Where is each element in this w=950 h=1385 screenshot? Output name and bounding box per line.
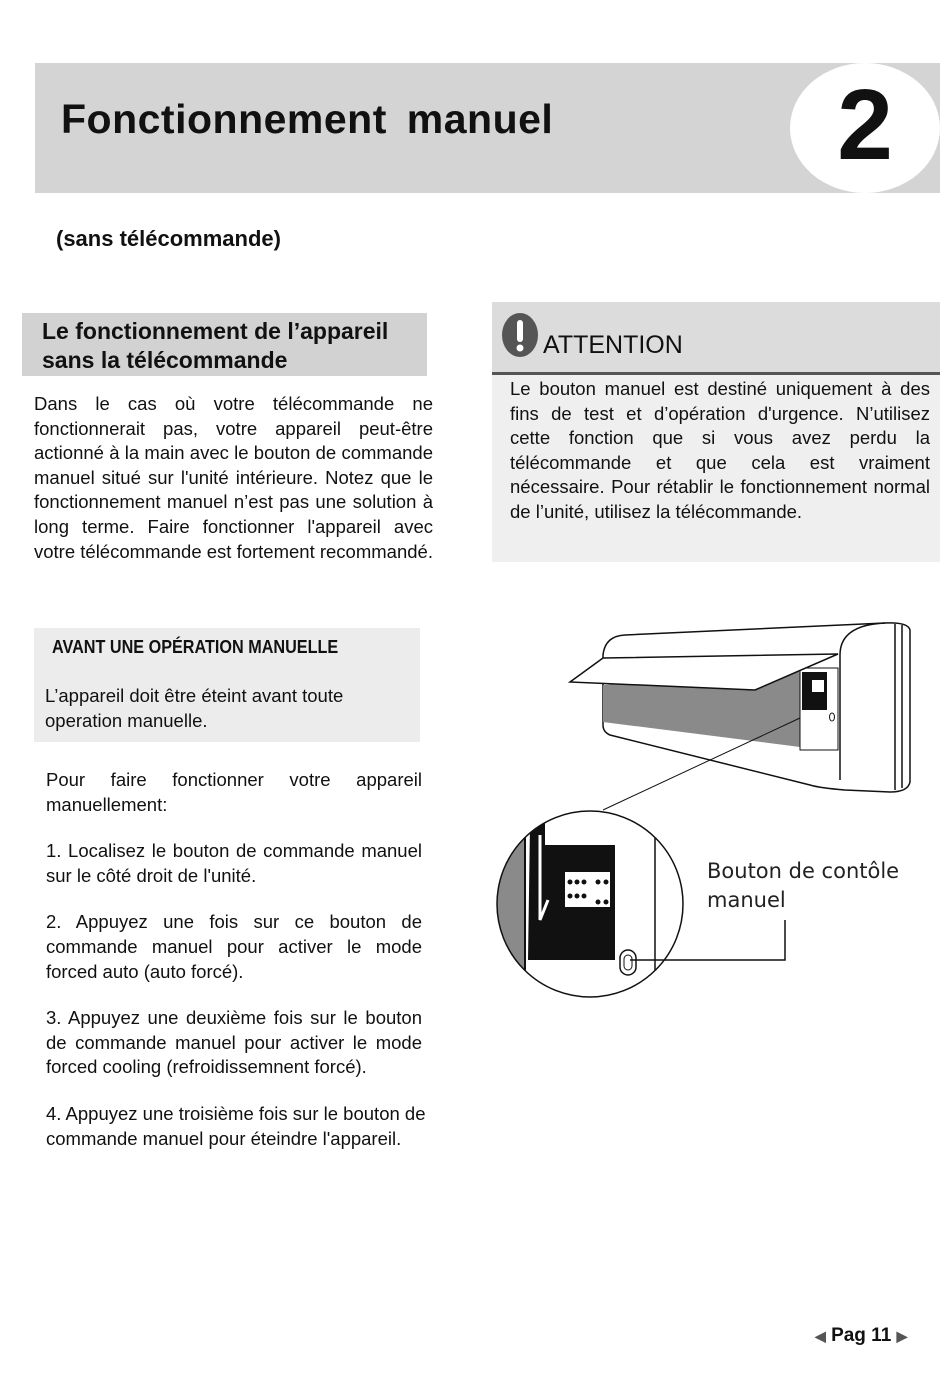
avant-box (34, 628, 420, 742)
section-heading-line1: Le fonctionnement de l’appareil (42, 318, 389, 344)
page-title: Fonctionnement manuel (61, 96, 554, 142)
step-item: 1. Localisez le bouton de commande manuel sur le côté droit de l'unité. (46, 840, 422, 886)
previous-page-icon[interactable]: ◀ (815, 1328, 826, 1344)
step-item: 3. Appuyez une deuxième fois sur le bouton de commande manuel pour activer le mode forced cooling (refroidissemnent forcé). (46, 1007, 422, 1078)
page-footer (815, 1325, 907, 1347)
subtitle: (sans télécommande) (56, 226, 281, 251)
exclamation-icon (501, 312, 539, 358)
illustration-label-line2: manuel (707, 888, 786, 912)
avant-line2: operation manuelle. (45, 709, 208, 731)
avant-text (45, 684, 343, 733)
step-item: 4. Appuyez une troisième fois sur le bouton de commande manuel pour éteindre l'appareil. (46, 1102, 426, 1149)
attention-header (492, 302, 940, 375)
steps-intro: Pour faire fonctionner votre appareil manuellement: (46, 769, 422, 815)
attention-text: Le bouton manuel est destiné uniquement à des fins de test et d’opération d'urgence. N’utilisez cette fonction que si vous avez perdu la télécommande et que cela est vraiment nécessaire. Pour rétablir le fonctionnement normal de l’unité, utilisez la télécommande. (510, 378, 930, 522)
intro-paragraph: Dans le cas où votre télécommande ne fonctionnerait pas, votre appareil peut-être actionné à la main avec le bouton de commande manuel situé sur l'unité intérieure. Notez que le fonctionnement manuel n’est pas une solution à long terme. Faire fonctionner l'appareil avec votre télécommande est fortement recommandé. (34, 393, 433, 562)
page-number: Pag 11 (831, 1325, 892, 1346)
avant-title: AVANT UNE OPÉRATION MANUELLE (52, 637, 339, 657)
attention-title: ATTENTION (543, 331, 683, 359)
ac-unit-illustration (490, 610, 930, 1010)
illustration-label-line1: Bouton de contôle (707, 859, 900, 883)
avant-line1: L’appareil doit être éteint avant toute (45, 685, 344, 706)
step-item: 2. Appuyez une fois sur ce bouton de commande manuel pour activer le mode forced auto (auto forcé). (46, 911, 422, 982)
section-heading (22, 313, 427, 376)
next-page-icon[interactable]: ▶ (896, 1328, 908, 1344)
section-heading-line2: sans la télécommande (42, 347, 288, 373)
steps-list (46, 768, 426, 1173)
attention-box (492, 302, 940, 562)
chapter-number: 2 (790, 63, 940, 193)
